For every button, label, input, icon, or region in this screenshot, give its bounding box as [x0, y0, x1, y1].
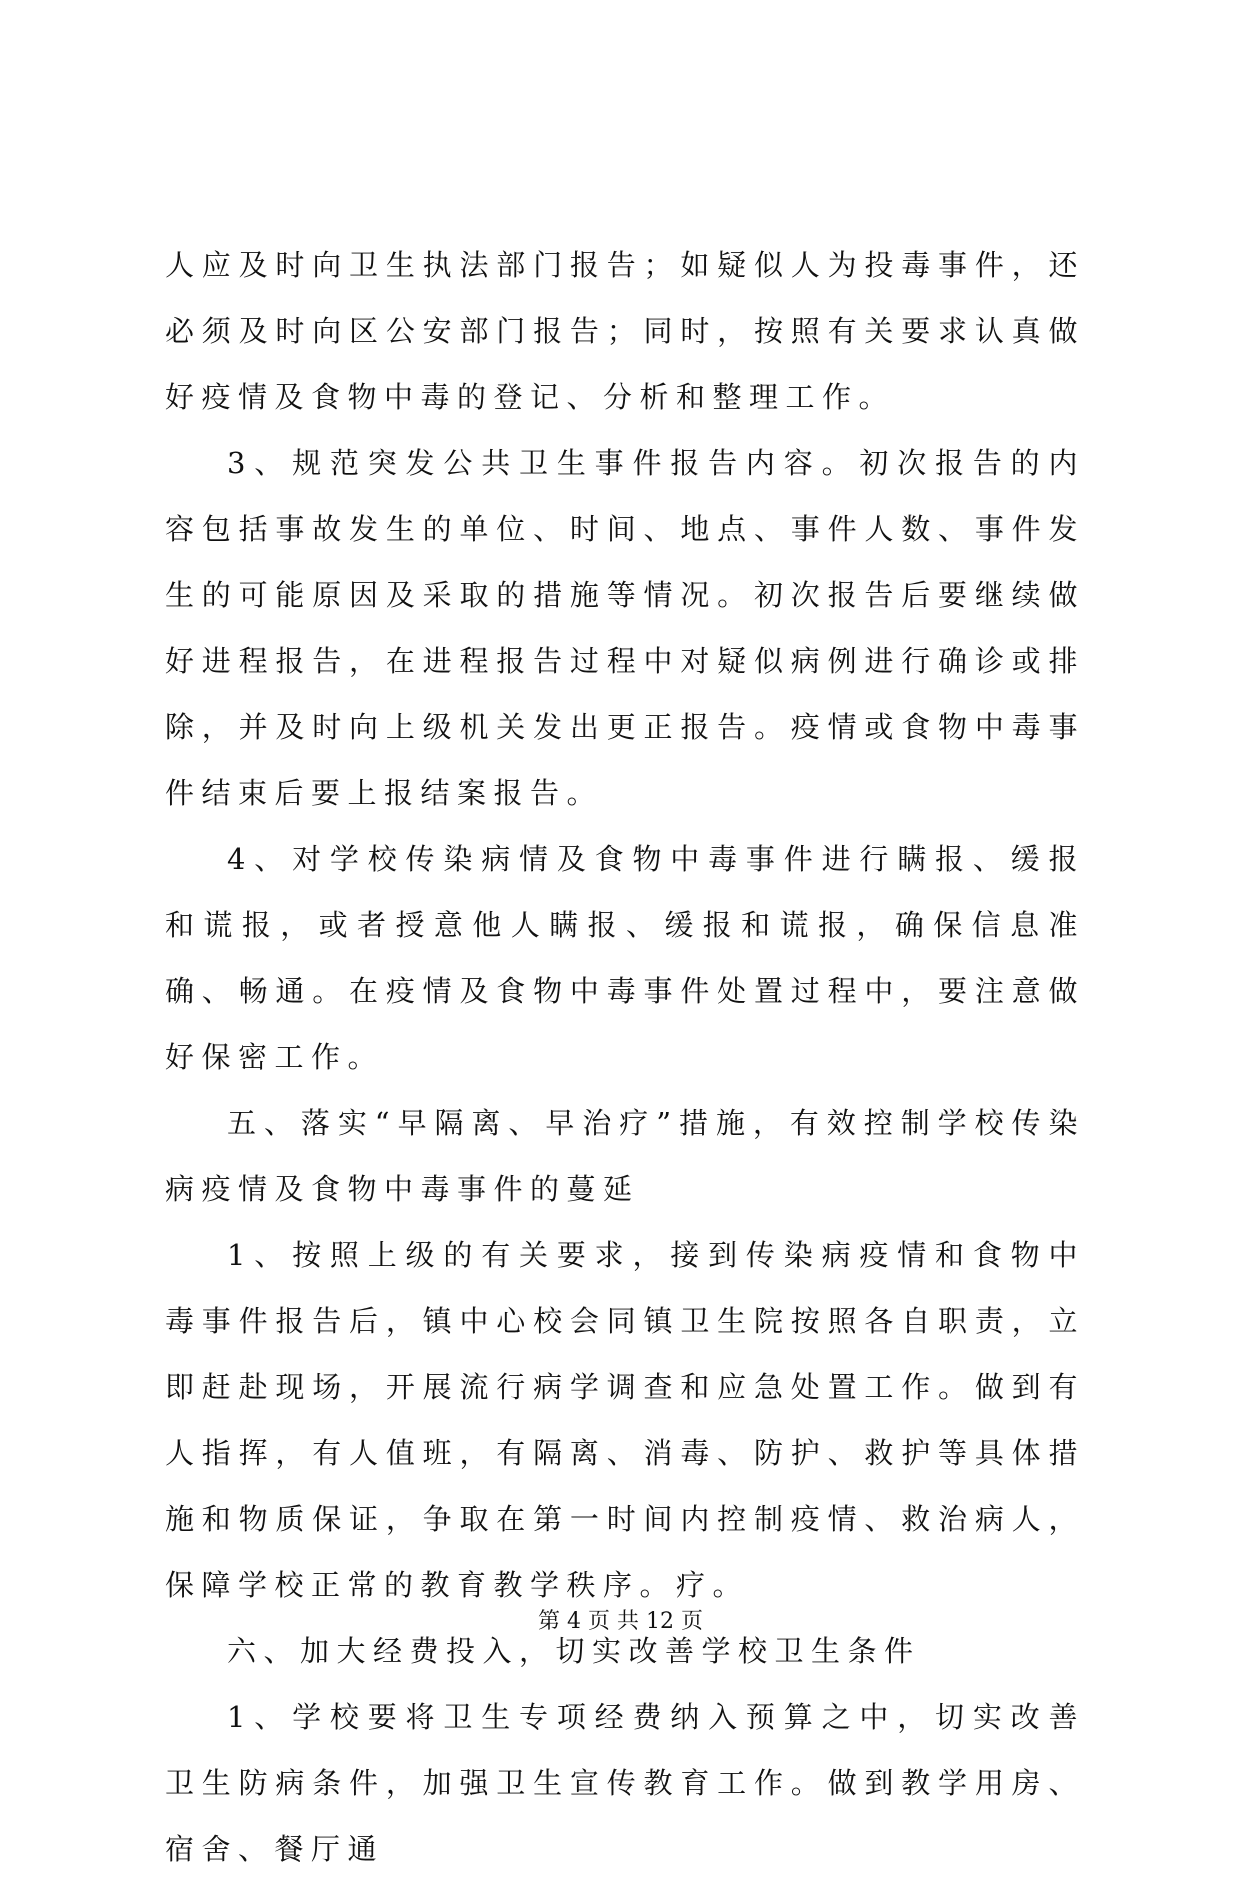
- paragraph-no-concealment: 4、对学校传染病情及食物中毒事件进行瞒报、缓报和谎报，或者授意他人瞒报、缓报和谎报，确保信息准确、畅通。在疫情及食物中毒事件处置过程中，要注意做好保密工作。: [165, 842, 1085, 1074]
- paragraph-funding: 1、学校要将卫生专项经费纳入预算之中，切实改善卫生防病条件，加强卫生宣传教育工作。做到教学用房、宿舍、餐厅通: [165, 1700, 1085, 1866]
- paragraph-report-content: 3、规范突发公共卫生事件报告内容。初次报告的内容包括事故发生的单位、时间、地点、事件人数、事件发生的可能原因及采取的措施等情况。初次报告后要继续做好进程报告，在进程报告过程中对疑似病例进行确诊或排除，并及时向上级机关发出更正报告。疫情或食物中毒事件结束后要上报结案报告。: [165, 446, 1085, 810]
- section-heading-six: 六、加大经费投入，切实改善学校卫生条件: [227, 1634, 921, 1668]
- paragraph-continuation: 人应及时向卫生执法部门报告；如疑似人为投毒事件，还必须及时向区公安部门报告；同时，按照有关要求认真做好疫情及食物中毒的登记、分析和整理工作。: [165, 248, 1085, 414]
- section-heading-five: 五、落实“早隔离、早治疗”措施，有效控制学校传染病疫情及食物中毒事件的蔓延: [165, 1106, 1085, 1206]
- page-footer: 第 4 页 共 12 页: [538, 1609, 703, 1634]
- paragraph-emergency-response: 1、按照上级的有关要求，接到传染病疫情和食物中毒事件报告后，镇中心校会同镇卫生院按照各自职责，立即赶赴现场，开展流行病学调查和应急处置工作。做到有人指挥，有人值班，有隔离、消毒、防护、救护等具体措施和物质保证，争取在第一时间内控制疫情、救治病人，保障学校正常的教育教学秩序。疗。: [165, 1238, 1085, 1602]
